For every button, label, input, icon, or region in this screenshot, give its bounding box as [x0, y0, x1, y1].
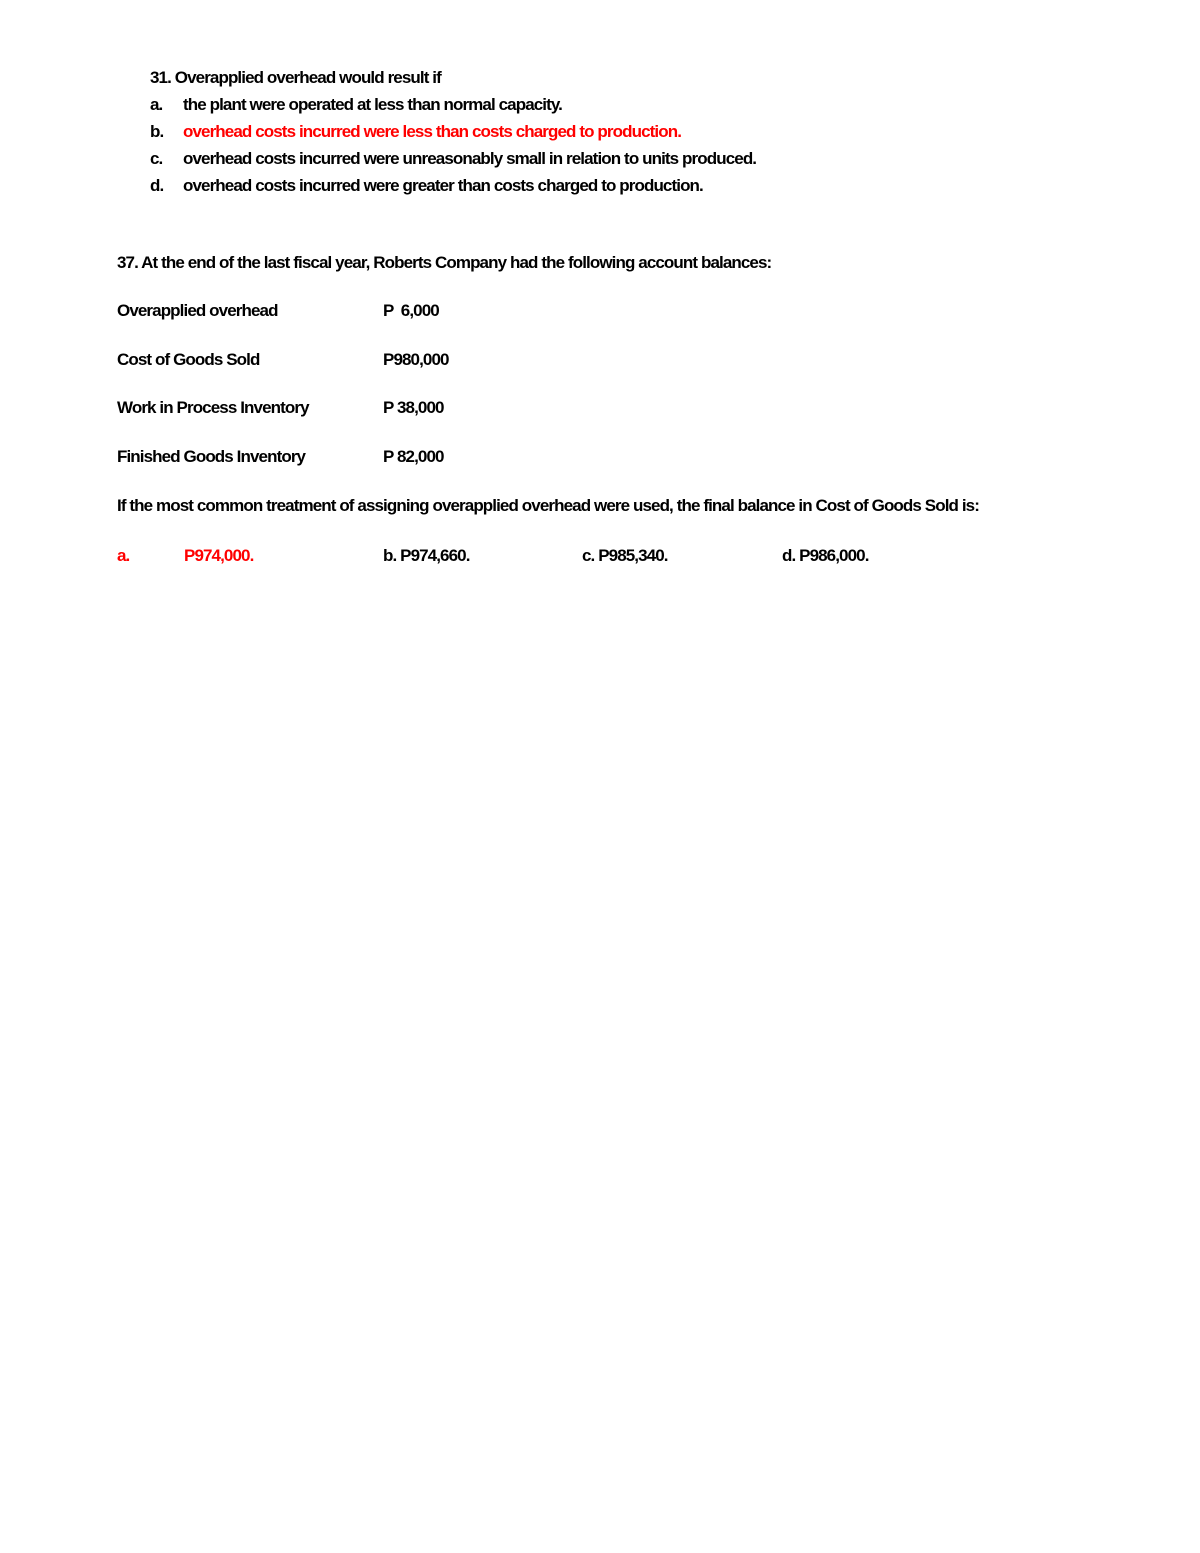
- balance-value-overapplied-overhead: P 6,000: [383, 301, 439, 320]
- answer-d: d. P986,000.: [782, 546, 869, 565]
- option-text: overhead costs incurred were greater than costs charged to production.: [183, 176, 703, 195]
- balance-label-finished-goods: Finished Goods Inventory: [117, 447, 306, 466]
- option-letter: c.: [150, 149, 163, 168]
- balance-value-work-in-process: P 38,000: [383, 398, 444, 417]
- option-text-highlighted: overhead costs incurred were less than costs charged to production.: [183, 122, 682, 141]
- balance-label-cost-of-goods-sold: Cost of Goods Sold: [117, 350, 260, 369]
- option-text: the plant were operated at less than normal capacity.: [183, 95, 563, 114]
- question-37-text: 37. At the end of the last fiscal year, Roberts Company had the following account balances:: [117, 253, 772, 272]
- option-letter: d.: [150, 176, 164, 195]
- option-letter: a.: [150, 95, 163, 114]
- answer-c: c. P985,340.: [582, 546, 668, 565]
- balance-value-finished-goods: P 82,000: [383, 447, 444, 466]
- question-37-prompt: If the most common treatment of assigning overapplied overhead were used, the final balance in Cost of Goods Sold is:: [117, 496, 979, 515]
- answer-b: b. P974,660.: [383, 546, 470, 565]
- question-31-text: 31. Overapplied overhead would result if: [150, 68, 441, 87]
- balance-value-cost-of-goods-sold: P980,000: [383, 350, 449, 369]
- answer-a-letter-highlighted: a.: [117, 546, 130, 565]
- answer-a-text-highlighted: P974,000.: [184, 546, 254, 565]
- balance-label-overapplied-overhead: Overapplied overhead: [117, 301, 278, 320]
- balance-label-work-in-process: Work in Process Inventory: [117, 398, 309, 417]
- option-text: overhead costs incurred were unreasonably small in relation to units produced.: [183, 149, 757, 168]
- option-letter: b.: [150, 122, 164, 141]
